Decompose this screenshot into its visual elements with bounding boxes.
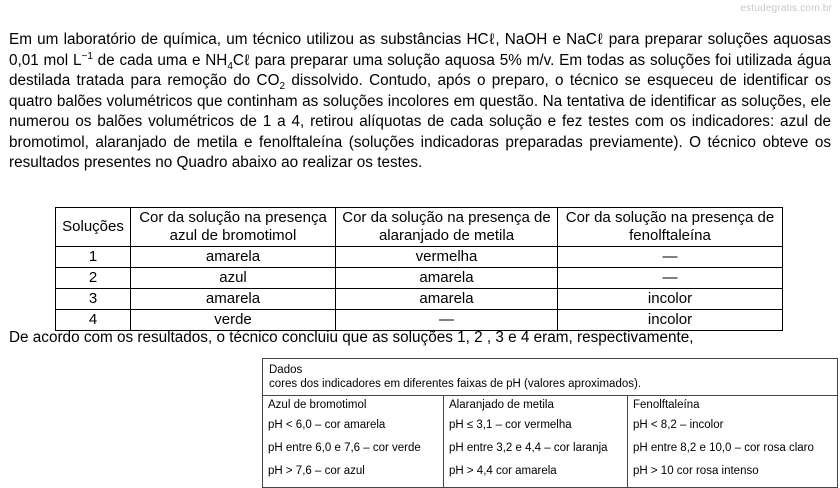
question-statement [9, 30, 831, 174]
header-bromothymol: Cor da solução na presença azul de bromotimol [131, 208, 336, 247]
cell: 1 [56, 247, 131, 268]
table-row [56, 310, 783, 331]
column-title: Azul de bromotimol [268, 399, 367, 411]
column-title: Fenolftaleína [633, 399, 700, 411]
column-phenolphthalein [627, 396, 837, 487]
table-row [56, 289, 783, 310]
list-item: pH > 4,4 cor amarela [449, 465, 557, 477]
subscript: 4 [227, 60, 233, 72]
cell: vermelha [336, 247, 558, 268]
question-prompt: De acordo com os resultados, o técnico concluiu que as soluções 1, 2 , 3 e 4 eram, respectivamente, [9, 329, 694, 346]
results-table [55, 207, 783, 331]
table-row [56, 247, 783, 268]
list-item: pH > 10 cor rosa intenso [633, 465, 759, 477]
cell: — [336, 310, 558, 331]
column-bromothymol [263, 396, 443, 487]
intro-text-4: dissolvido. Contudo, após o preparo, o técnico se esqueceu de identificar os quatro balões volumétricos que continham as soluções incolores em questão. Na tentativa de identificar as soluções, ele numerou os balões volumétricos de 1 a 4, retirou alíquotas de cada solução e fez testes com os indicadores: azul de bromotimol, alaranjado de metila e fenolftaleína (soluções indicadoras preparadas previamente). O técnico obteve os resultados presentes no Quadro abaixo ao realizar os testes. [9, 72, 831, 171]
cell: verde [131, 310, 336, 331]
cell: amarela [131, 247, 336, 268]
list-item: pH entre 3,2 e 4,4 – cor laranja [449, 442, 608, 454]
list-item: pH > 7,6 – cor azul [268, 465, 365, 477]
column-title: Alaranjado de metila [449, 399, 554, 411]
data-box-title: Dados [269, 364, 303, 376]
list-item: pH entre 8,2 e 10,0 – cor rosa claro [633, 442, 814, 454]
column-methyl-orange [443, 396, 627, 487]
superscript: −1 [81, 50, 93, 62]
cell: incolor [558, 310, 783, 331]
list-item: pH < 6,0 – cor amarela [268, 419, 386, 431]
data-box-header [263, 359, 837, 396]
cell: 4 [56, 310, 131, 331]
cell: 3 [56, 289, 131, 310]
cell: amarela [336, 289, 558, 310]
cell: amarela [131, 289, 336, 310]
subscript: 2 [279, 81, 286, 93]
intro-text-2: de cada uma e NH [92, 51, 228, 69]
intro-text-3: Cℓ para preparar uma solução aquosa 5% m/v. Em todas as soluções foi utilizada água destilada tratada para remoção do CO [9, 51, 831, 89]
watermark: estudegratis.com.br [740, 3, 832, 14]
table-header-row [56, 208, 783, 247]
data-box-subtitle: cores dos indicadores em diferentes faixas de pH (valores aproximados). [269, 378, 642, 390]
list-item: pH < 8,2 – incolor [633, 419, 724, 431]
cell: 2 [56, 268, 131, 289]
cell: incolor [558, 289, 783, 310]
list-item: pH entre 6,0 e 7,6 – cor verde [268, 442, 421, 454]
data-box [262, 358, 838, 488]
header-methyl-orange: Cor da solução na presença de alaranjado de metila [336, 208, 558, 247]
table-row [56, 268, 783, 289]
cell: azul [131, 268, 336, 289]
cell: — [558, 247, 783, 268]
intro-text-1: Em um laboratório de química, um técnico utilizou as substâncias HCℓ, NaOH e NaCℓ para preparar soluções aquosas 0,01 mol L [9, 31, 831, 69]
cell: — [558, 268, 783, 289]
header-solutions: Soluções [56, 208, 131, 247]
data-box-columns [263, 396, 837, 487]
header-phenolphthalein: Cor da solução na presença de fenolftaleína [558, 208, 783, 247]
cell: amarela [336, 268, 558, 289]
list-item: pH ≤ 3,1 – cor vermelha [449, 419, 572, 431]
